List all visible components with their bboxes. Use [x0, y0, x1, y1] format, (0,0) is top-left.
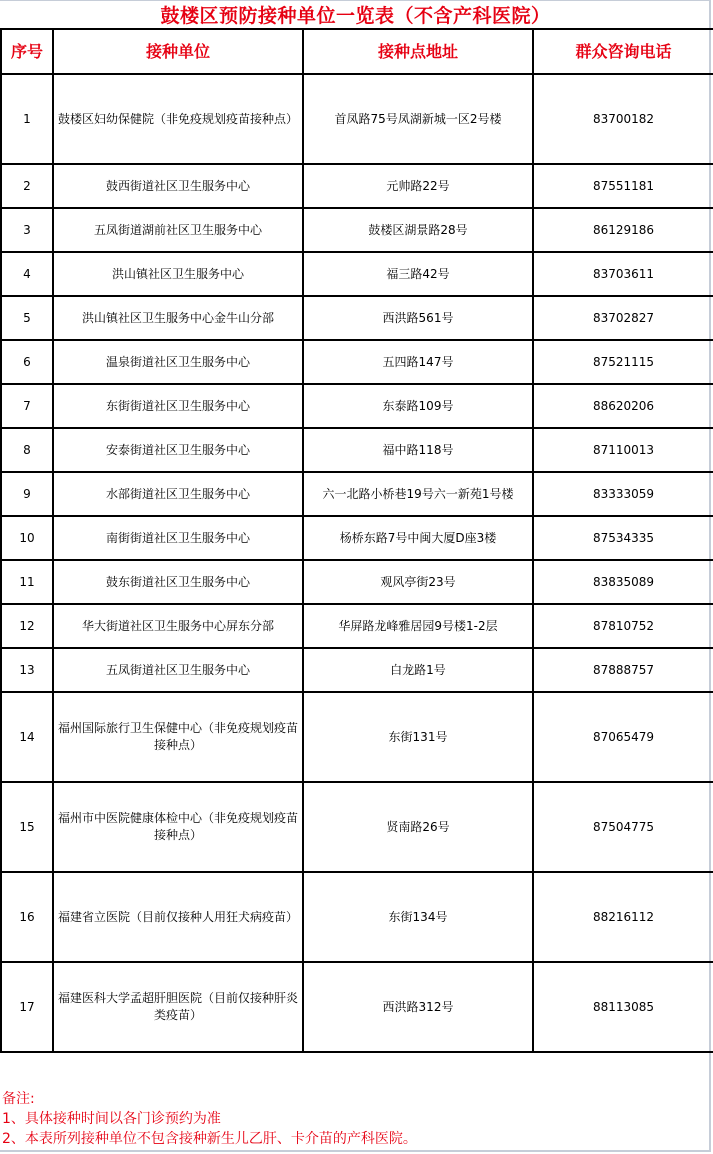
cell-no: 17	[1, 962, 53, 1052]
table-row	[1, 208, 713, 252]
cell-no: 7	[1, 384, 53, 428]
cell-address: 东街131号	[303, 692, 533, 782]
cell-phone: 87504775	[533, 782, 713, 872]
cell-no: 15	[1, 782, 53, 872]
cell-address: 鼓楼区湖景路28号	[303, 208, 533, 252]
table-row	[1, 428, 713, 472]
cell-unit: 鼓楼区妇幼保健院（非免疫规划疫苗接种点）	[53, 74, 303, 164]
table-header-row	[1, 29, 713, 74]
cell-phone: 87810752	[533, 604, 713, 648]
note-item-1: 1、具体接种时间以各门诊预约为准	[2, 1111, 221, 1127]
cell-address: 华屏路龙峰雅居园9号楼1-2层	[303, 604, 533, 648]
cell-no: 14	[1, 692, 53, 782]
cell-unit: 福建省立医院（目前仅接种人用狂犬病疫苗）	[53, 872, 303, 962]
cell-no: 4	[1, 252, 53, 296]
cell-unit: 福州市中医院健康体检中心（非免疫规划疫苗接种点）	[53, 782, 303, 872]
cell-address: 元帅路22号	[303, 164, 533, 208]
cell-unit: 南街街道社区卫生服务中心	[53, 516, 303, 560]
cell-phone: 83702827	[533, 296, 713, 340]
page-title: 鼓楼区预防接种单位一览表（不含产科医院）	[160, 5, 551, 27]
cell-address: 西洪路312号	[303, 962, 533, 1052]
cell-unit: 五凤街道社区卫生服务中心	[53, 648, 303, 692]
cell-unit: 福建医科大学孟超肝胆医院（目前仅接种肝炎类疫苗）	[53, 962, 303, 1052]
cell-phone: 87065479	[533, 692, 713, 782]
table-row	[1, 692, 713, 782]
table-row	[1, 296, 713, 340]
cell-unit: 东街街道社区卫生服务中心	[53, 384, 303, 428]
cell-phone: 83333059	[533, 472, 713, 516]
cell-phone: 87534335	[533, 516, 713, 560]
cell-phone: 83703611	[533, 252, 713, 296]
cell-address: 杨桥东路7号中闽大厦D座3楼	[303, 516, 533, 560]
header-no: 序号	[1, 29, 53, 74]
cell-no: 11	[1, 560, 53, 604]
cell-no: 13	[1, 648, 53, 692]
table-row	[1, 782, 713, 872]
cell-unit: 鼓西街道社区卫生服务中心	[53, 164, 303, 208]
cell-address: 白龙路1号	[303, 648, 533, 692]
table-row	[1, 252, 713, 296]
table-row	[1, 74, 713, 164]
cell-unit: 洪山镇社区卫生服务中心	[53, 252, 303, 296]
cell-no: 6	[1, 340, 53, 384]
cell-unit: 安泰街道社区卫生服务中心	[53, 428, 303, 472]
cell-address: 首凤路75号凤湖新城一区2号楼	[303, 74, 533, 164]
cell-address: 福三路42号	[303, 252, 533, 296]
cell-unit: 五凤街道湖前社区卫生服务中心	[53, 208, 303, 252]
table-row	[1, 872, 713, 962]
cell-address: 观风亭街23号	[303, 560, 533, 604]
cell-phone: 87110013	[533, 428, 713, 472]
cell-unit: 温泉街道社区卫生服务中心	[53, 340, 303, 384]
cell-unit: 华大街道社区卫生服务中心屏东分部	[53, 604, 303, 648]
table-row	[1, 560, 713, 604]
cell-phone: 87521115	[533, 340, 713, 384]
cell-phone: 88216112	[533, 872, 713, 962]
table-row	[1, 164, 713, 208]
cell-phone: 83835089	[533, 560, 713, 604]
cell-no: 12	[1, 604, 53, 648]
cell-address: 福中路118号	[303, 428, 533, 472]
cell-no: 16	[1, 872, 53, 962]
cell-address: 贤南路26号	[303, 782, 533, 872]
cell-unit: 洪山镇社区卫生服务中心金牛山分部	[53, 296, 303, 340]
cell-phone: 87888757	[533, 648, 713, 692]
cell-unit: 鼓东街道社区卫生服务中心	[53, 560, 303, 604]
cell-address: 五四路147号	[303, 340, 533, 384]
cell-no: 8	[1, 428, 53, 472]
table-row	[1, 648, 713, 692]
cell-no: 2	[1, 164, 53, 208]
table-row	[1, 384, 713, 428]
cell-no: 1	[1, 74, 53, 164]
cell-phone: 88113085	[533, 962, 713, 1052]
header-unit: 接种单位	[53, 29, 303, 74]
cell-unit: 福州国际旅行卫生保健中心（非免疫规划疫苗接种点）	[53, 692, 303, 782]
table-row	[1, 962, 713, 1052]
cell-unit: 水部街道社区卫生服务中心	[53, 472, 303, 516]
cell-no: 3	[1, 208, 53, 252]
cell-phone: 83700182	[533, 74, 713, 164]
cell-address: 东泰路109号	[303, 384, 533, 428]
notes-section	[2, 1089, 702, 1149]
cell-phone: 86129186	[533, 208, 713, 252]
header-phone: 群众咨询电话	[533, 29, 713, 74]
table-row	[1, 604, 713, 648]
table-row	[1, 472, 713, 516]
cell-address: 西洪路561号	[303, 296, 533, 340]
cell-no: 5	[1, 296, 53, 340]
cell-no: 9	[1, 472, 53, 516]
cell-no: 10	[1, 516, 53, 560]
cell-address: 东街134号	[303, 872, 533, 962]
cell-phone: 87551181	[533, 164, 713, 208]
note-item-2: 2、本表所列接种单位不包含接种新生儿乙肝、卡介苗的产科医院。	[2, 1131, 417, 1147]
header-address: 接种点地址	[303, 29, 533, 74]
table-row	[1, 516, 713, 560]
vaccination-units-table	[0, 28, 713, 1053]
cell-address: 六一北路小桥巷19号六一新苑1号楼	[303, 472, 533, 516]
notes-heading: 备注:	[2, 1091, 35, 1107]
cell-phone: 88620206	[533, 384, 713, 428]
table-row	[1, 340, 713, 384]
